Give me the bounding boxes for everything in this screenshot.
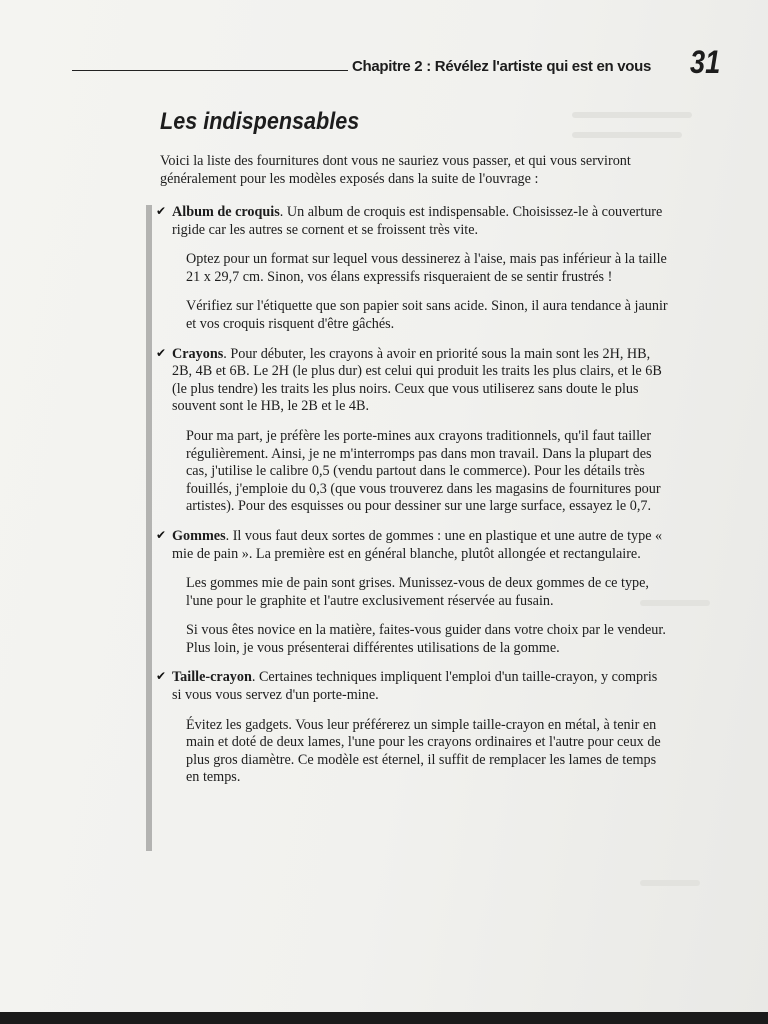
photo-bottom-edge xyxy=(0,1012,768,1024)
item-first-paragraph xyxy=(172,346,668,416)
list-item-crayons xyxy=(156,345,668,516)
item-term: Taille-crayon xyxy=(172,669,252,686)
item-first-paragraph xyxy=(172,204,668,239)
item-paragraph: Optez pour un format sur lequel vous dessinerez à l'aise, mais pas inférieur à la taille 21 x 29,7 cm. Sinon, vos élans expressifs risqueraient de se sentir frustrés ! xyxy=(186,251,667,285)
item-text: . Certaines techniques impliquent l'emploi d'un taille-crayon, y compris si vous vous servez d'un porte-mine. xyxy=(172,669,658,704)
item-paragraph: Les gommes mie de pain sont grises. Munissez-vous de deux gommes de ce type, l'une pour le graphite et l'autre exclusivement réservée au fusain. xyxy=(186,575,649,609)
item-term: Gommes xyxy=(172,527,226,544)
item-text: . Un album de croquis est indispensable. Choisissez-le à couverture rigide car les autres se cornent et se froissent très vite. xyxy=(172,204,663,238)
item-term: Crayons xyxy=(172,345,224,362)
show-through-text xyxy=(640,880,700,886)
section-title: Les indispensables xyxy=(160,108,360,135)
item-paragraph: Pour ma part, je préfère les porte-mines aux crayons traditionnels, qu'il faut tailler régulièrement. Ainsi, je ne m'interromps pas dans mon travail. Dans la plupart des cas, j'utilise le calibre 0,5 (vendu partout dans le commerce). Pour les détails très fouillés, j'emploie du 0,3 (que vous trouverez dans les magasins de fournitures pour artistes). Pour des esquisses ou pour dessiner sur une large surface, essayez le 0,7. xyxy=(186,427,661,515)
checkmark-icon: ✔ xyxy=(156,345,167,360)
intro-paragraph: Voici la liste des fournitures dont vous ne sauriez vous passer, et qui vous serviront généralement pour les modèles exposés dans la suite de l'ouvrage : xyxy=(160,153,631,187)
list-item-taille-crayon xyxy=(156,669,668,787)
running-head-title: Chapitre 2 : Révélez l'artiste qui est en vous xyxy=(352,58,652,75)
item-paragraph: Vérifiez sur l'étiquette que son papier soit sans acide. Sinon, il aura tendance à jaunir et vos croquis risquent d'être gâchés. xyxy=(186,298,668,332)
checkmark-icon: ✔ xyxy=(156,669,167,684)
checkmark-icon: ✔ xyxy=(156,527,167,542)
checkmark-icon: ✔ xyxy=(156,204,167,218)
item-paragraph: Si vous êtes novice en la matière, faites-vous guider dans votre choix par le vendeur. Plus loin, je vous présenterai différentes utilisations de la gomme. xyxy=(186,622,666,656)
list-sidebar-bar xyxy=(146,205,152,851)
show-through-text xyxy=(572,112,692,118)
running-head-rule xyxy=(72,70,348,71)
supplies-list xyxy=(156,204,668,799)
item-first-paragraph xyxy=(172,669,668,704)
page-number: 31 xyxy=(690,44,721,80)
item-text: . Pour débuter, les crayons à avoir en priorité sous la main sont les 2H, HB, 2B, 4B et 6B. Le 2H (le plus dur) est celui qui produit les traits les plus clairs, et le 6B (le plus tendre) les traits les plus noirs. Ceux que vous utiliserez sans doute le plus souvent sont le HB, le 2B et le 4B. xyxy=(172,345,662,415)
item-term: Album de croquis xyxy=(172,204,280,220)
list-item-album xyxy=(156,204,668,334)
item-first-paragraph xyxy=(172,528,668,563)
item-paragraph: Évitez les gadgets. Vous leur préférerez un simple taille-crayon en métal, à tenir en main et doté de deux lames, l'une pour les crayons ordinaires et l'autre pour ceux de plus gros diamètre. Ce modèle est éternel, il suffit de remplacer les lames de temps en temps. xyxy=(186,716,661,786)
show-through-text xyxy=(572,132,682,138)
item-text: . Il vous faut deux sortes de gommes : une en plastique et une autre de type « mie de pain ». La première est en général blanche, plutôt allongée et rectangulaire. xyxy=(172,527,663,562)
list-item-gommes xyxy=(156,527,668,658)
